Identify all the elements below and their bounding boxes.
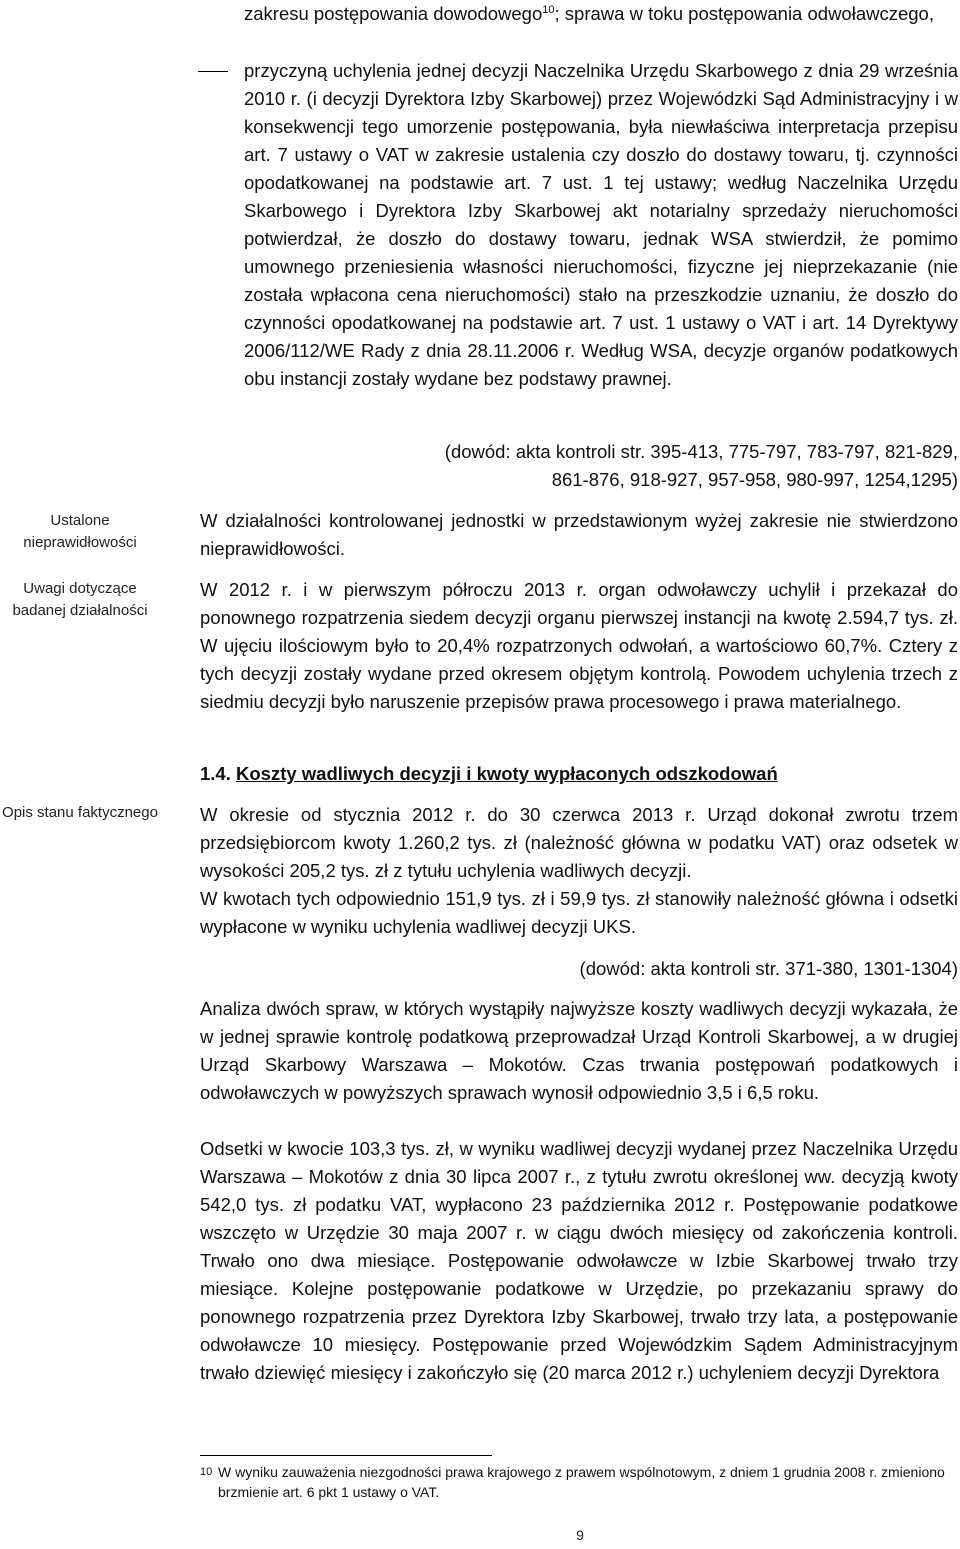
list-item-text: przyczyną uchylenia jednej decyzji Naczelnika Urzędu Skarbowego z dnia 29 września 2010 r. (i decyzji Dyrektora Izby Skarbowej) przez Wojewódzki Sąd Administracyjny i w konsekwencji tego umorzenie postępowania, była niewłaściwa interpretacja przepisu art. 7 ustawy o VAT w zakresie ustalenia czy doszło do dostawy towaru, tj. czynności opodatkowanej na podstawie art. 7 ust. 1 tej ustawy; według Naczelnika Urzędu Skarbowego i Dyrektora Izby Skarbowej akt notarialny sprzedaży nieruchomości potwierdzał, że doszło do dostawy towaru, jednak WSA stwierdził, że pomimo umownego przeniesienia własności nieruchomości, fizyczne jej nieprzekazanie (nie została wpłacona cena nieruchomości) stało na przeszkodzie uznaniu, że doszło do czynności opodatkowanej na podstawie art. 7 ust. 1 ustawy o VAT i art. 14 Dyrektywy 2006/112/WE Rady z dnia 28.11.2006 r. Według WSA, decyzje organów podatkowych obu instancji zostały wydane bez podstawy prawnej. (244, 60, 958, 389)
footnote-number: 10 (200, 1466, 213, 1478)
list-item-dash (244, 57, 958, 393)
section-number: 1.4. (200, 763, 231, 784)
evidence-reference-1 (200, 438, 958, 494)
evidence-reference-2: (dowód: akta kontroli str. 371-380, 1301-1304) (579, 958, 958, 979)
footnote-separator (200, 1455, 492, 1456)
paragraph-refunds: W okresie od stycznia 2012 r. do 30 czerwca 2013 r. Urząd dokonał zwrotu trzem przedsiębiorcom kwoty 1.260,2 tys. zł (należność główna w podatku VAT) oraz odsetek w wysokości 205,2 tys. zł z tytułu uchylenia wadliwych decyzji. (200, 804, 958, 881)
sidebar-label-uwagi: Uwagi dotyczące badanej działalności (12, 580, 148, 619)
paragraph-interest: Odsetki w kwocie 103,3 tys. zł, w wyniku wadliwej decyzji wydanej przez Naczelnika Urzędu Warszawa – Mokotów z dnia 30 lipca 2007 r., z tytułu zwrotu określonej ww. decyzją kwoty 542,0 tys. zł podatku VAT, wypłacono 23 października 2012 r. Postępowanie podatkowe wszczęto w Urzędzie 30 maja 2007 r. w ciągu dwóch miesięcy od zakończenia kontroli. Trwało ono dwa miesiące. Postępowanie odwoławcze w Izbie Skarbowej trwało trzy miesiące. Kolejne postępowanie podatkowe w Urzędzie, po przekazaniu sprawy do ponownego rozpatrzenia przez Dyrektora Izby Skarbowej, trwało trzy lata, a postępowanie odwoławcze 10 miesięcy. Postępowanie przed Wojewódzkim Sądem Administracyjnym trwało dziewięć miesięcy i zakończyło się (20 marca 2012 r.) uchyleniem decyzji Dyrektora (200, 1138, 958, 1383)
section-heading (200, 760, 958, 788)
paragraph-no-irregularities: W działalności kontrolowanej jednostki w przedstawionym wyżej zakresie nie stwierdzono nieprawidłowości. (200, 510, 958, 559)
dash-bullet (198, 71, 228, 72)
sidebar-label-opis: Opis stanu faktycznego (2, 804, 158, 821)
page-number: 9 (576, 1527, 584, 1543)
sidebar-label-ustalone: Ustalone nieprawidłowości (23, 512, 137, 551)
paragraph-amounts: W kwotach tych odpowiednio 151,9 tys. zł i 59,9 tys. zł stanowiły należność główna i odsetki wypłacone w wyniku uchylenia wadliwej decyzji UKS. (200, 888, 958, 937)
evidence-line-1: (dowód: akta kontroli str. 395-413, 775-797, 783-797, 821-829, (444, 441, 958, 462)
paragraph-1-text: zakresu postępowania dowodowego (244, 3, 543, 24)
section-title: Koszty wadliwych decyzji i kwoty wypłaconych odszkodowań (236, 763, 778, 784)
footnote-text: W wyniku zauważenia niezgodności prawa krajowego z prawem wspólnotowym, z dniem 1 grudnia 2008 r. zmieniono brzmienie art. 6 pkt 1 ustawy o VAT. (218, 1464, 945, 1500)
paragraph-1-text-after: ; sprawa w toku postępowania odwoławczego, (554, 3, 934, 24)
footnote-ref: 10 (542, 3, 555, 16)
paragraph-remarks: W 2012 r. i w pierwszym półroczu 2013 r. organ odwoławczy uchylił i przekazał do ponownego rozpatrzenia siedem decyzji organu pierwszej instancji na kwotę 2.594,7 tys. zł. W ujęciu ilościowym było to 20,4% rozpatrzonych odwołań, a wartościowo 60,7%. Cztery z tych decyzji zostały wydane przed okresem objętym kontrolą. Powodem uchylenia trzech z siedmiu decyzji było naruszenie przepisów prawa procesowego i prawa materialnego. (200, 579, 958, 712)
evidence-line-2: 861-876, 918-927, 957-958, 980-997, 1254,1295) (551, 469, 958, 490)
footnote (200, 1462, 958, 1502)
paragraph-continuation (244, 0, 958, 28)
paragraph-analysis: Analiza dwóch spraw, w których wystąpiły najwyższe koszty wadliwych decyzji wykazała, że w jednej sprawie kontrolę podatkową przeprowadzał Urząd Kontroli Skarbowej, a w drugiej Urząd Skarbowy Warszawa – Mokotów. Czas trwania postępowań podatkowych i odwoławczych w powyższych sprawach wynosił odpowiednio 3,5 i 6,5 roku. (200, 998, 958, 1103)
